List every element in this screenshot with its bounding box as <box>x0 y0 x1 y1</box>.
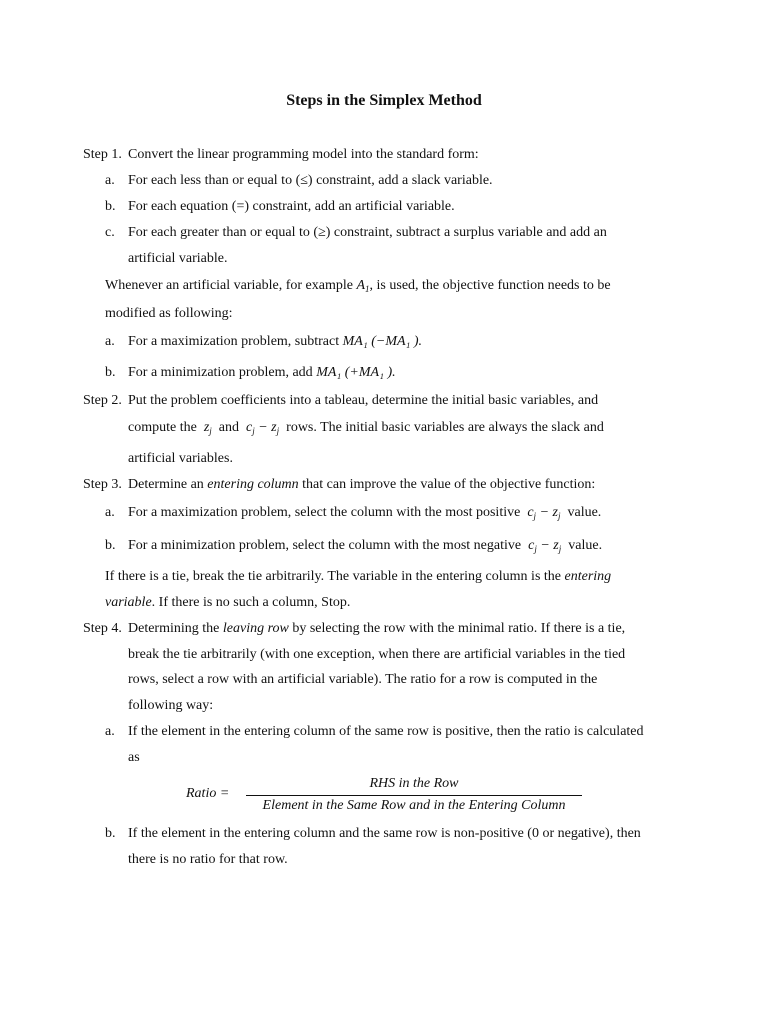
step4-line2: break the tie arbitrarily (with one exception, when there are artificial variables in the tied <box>128 647 626 662</box>
ratio-denominator: Element in the Same Row and in the Entering Column <box>262 798 566 813</box>
step3-label: Step 3. <box>83 477 122 492</box>
cj-zj-symbol: $c_j - z_j$ <box>246 420 280 436</box>
step1-note-line2: modified as following: <box>105 306 233 321</box>
step3-b-tail: value. <box>568 538 603 553</box>
step2-line3: artificial variables. <box>128 451 233 466</box>
step1-max-text: For a maximization problem, subtract <box>128 334 340 349</box>
step1-min-formula: MA₁ (+MA₁ ). <box>316 365 396 380</box>
step3-tie-entering: entering <box>564 569 612 584</box>
step3-tie-post: . If there is no such a column, Stop. <box>151 595 351 610</box>
step4-a-text2: as <box>128 750 140 765</box>
step4-a-text: If the element in the entering column of the same row is positive, then the ratio is calculated <box>128 724 644 739</box>
page-title: Steps in the Simplex Method <box>286 92 482 109</box>
step1-max-line <box>128 335 422 349</box>
step4-a-marker: a. <box>105 724 115 739</box>
step1-a-marker: a. <box>105 173 115 188</box>
step1-c-text: For each greater than or equal to (≥) constraint, subtract a surplus variable and add an <box>128 225 607 240</box>
step4-post: by selecting the row with the minimal ratio. If there is a tie, <box>292 621 626 636</box>
step3-b-text: For a minimization problem, select the column with the most negative <box>128 538 522 553</box>
step2-line1: Put the problem coefficients into a tableau, determine the initial basic variables, and <box>128 393 599 408</box>
step3-pre: Determine an <box>128 477 204 492</box>
note1-post: , is used, the objective function needs to be <box>369 278 611 293</box>
ratio-lhs: Ratio = <box>186 786 230 801</box>
step3-post: that can improve the value of the objective function: <box>302 477 596 492</box>
step2-label: Step 2. <box>83 393 122 408</box>
step3-b-marker: b. <box>105 538 116 553</box>
step3-a-text: For a maximization problem, select the column with the most positive <box>128 505 521 520</box>
step1-max-marker: a. <box>105 334 115 349</box>
step4-label: Step 4. <box>83 621 122 636</box>
step3-b-line <box>128 539 602 553</box>
step3-b-formula: $c_j - z_j$ <box>528 538 562 554</box>
step1-note-line1 <box>105 279 611 293</box>
step4-line4: following way: <box>128 698 214 713</box>
step3-tie-pre: If there is a tie, break the tie arbitrarily. The variable in the entering column is the <box>105 569 561 584</box>
step2-and: and <box>218 420 239 435</box>
step1-c-marker: c. <box>105 225 115 240</box>
step1-min-marker: b. <box>105 365 116 380</box>
step3-a-marker: a. <box>105 505 115 520</box>
step4-pre: Determining the <box>128 621 220 636</box>
step4-b-text2: there is no ratio for that row. <box>128 852 288 867</box>
ratio-numerator: RHS in the Row <box>369 776 459 791</box>
step1-max-formula: MA₁ (−MA₁ ). <box>342 334 423 349</box>
step2-line2 <box>128 421 604 435</box>
step1-b-marker: b. <box>105 199 116 214</box>
step3-a-formula: $c_j - z_j$ <box>527 505 561 521</box>
step4-b-marker: b. <box>105 826 116 841</box>
step2-line2-post: rows. The initial basic variables are always the slack and <box>286 420 604 435</box>
step3-line1 <box>128 478 595 492</box>
zj-symbol: $z_j$ <box>203 420 212 436</box>
step3-tie-variable: variable <box>105 595 152 610</box>
step4-line1 <box>128 622 625 636</box>
step1-c-text2: artificial variable. <box>128 251 228 266</box>
step3-entering-column: entering column <box>207 477 299 492</box>
step1-b-text: For each equation (=) constraint, add an artificial variable. <box>128 199 455 214</box>
step4-b-text: If the element in the entering column and the same row is non-positive (0 or negative), then <box>128 826 641 841</box>
note1-pre: Whenever an artificial variable, for example <box>105 278 353 293</box>
step4-leaving-row: leaving row <box>222 621 289 636</box>
step1-min-text: For a minimization problem, add <box>128 365 313 380</box>
step2-line2-pre: compute the <box>128 420 197 435</box>
step3-tie-line1 <box>105 570 611 584</box>
note1-var: $A_1$ <box>356 278 370 294</box>
step3-a-tail: value. <box>567 505 602 520</box>
step1-text: Convert the linear programming model into the standard form: <box>128 147 479 162</box>
step1-min-line <box>128 366 396 380</box>
step1-label: Step 1. <box>83 147 122 162</box>
step4-line3: rows, select a row with an artificial variable). The ratio for a row is computed in the <box>128 672 598 687</box>
step1-a-text: For each less than or equal to (≤) constraint, add a slack variable. <box>128 173 493 188</box>
step3-a-line <box>128 506 601 520</box>
step3-tie-line2 <box>105 596 350 610</box>
ratio-fraction-bar <box>246 795 582 796</box>
